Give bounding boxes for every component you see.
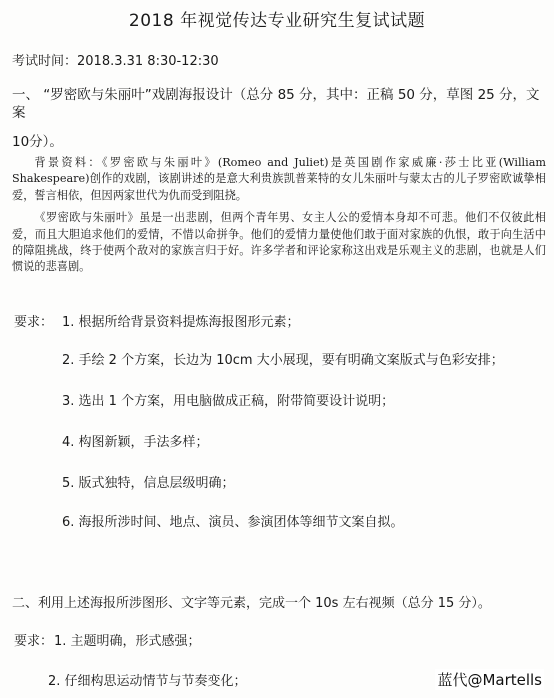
requirement-item: 4. 构图新颖，手法多样； bbox=[62, 435, 209, 450]
question-1-heading: 一、 “罗密欧与朱丽叶”戏剧海报设计（总分 85 分，其中：正稿 50 分，草图 25 分，文案 bbox=[12, 87, 540, 121]
requirement-item: 5. 版式独特，信息层级明确； bbox=[62, 476, 235, 491]
background-paragraph-2: 《罗密欧与朱丽叶》虽是一出悲剧，但两个青年男、女主人公的爱情本身却不可悲。他们不仅彼此相爱，而且大胆追求他们的爱情，不惜以命拼争。他们的爱情力量使他们敢于面对家族的仇恨，敢于向生活中的障阻挑战，终于使两个敌对的家族言归于好。许多学者和评论家称这出戏是乐观主义的悲剧，也就是人们惯说的悲喜剧。 bbox=[12, 211, 546, 274]
background-paragraph-1: 背景资料：《罗密欧与朱丽叶》(Romeo and Juliet)是英国剧作家威廉·莎士比亚(William Shakespeare)创作的戏剧，该剧讲述的是意大利贵族凯普莱特的女儿朱丽叶与蒙太古的儿子罗密欧诚挚相爱，誓言相依，但因两家世代为仇而受到阻挠。 bbox=[12, 156, 546, 202]
page-title: 2018 年视觉传达专业研究生复试试题 bbox=[128, 11, 426, 31]
background-material bbox=[12, 155, 546, 276]
requirements-label-2: 要求： bbox=[14, 634, 54, 649]
question-1-heading-cont: 10分）。 bbox=[12, 134, 63, 150]
requirement-item: 1. 根据所给背景资料提炼海报图形元素； bbox=[62, 315, 300, 330]
watermark-text: 蓝代@Martells bbox=[437, 671, 542, 689]
requirements-label: 要求： bbox=[14, 315, 54, 330]
requirement-item: 2. 手绘 2 个方案，长边为 10cm 大小展现，要有明确文案版式与色彩安排； bbox=[62, 353, 504, 368]
requirement-item: 1. 主题明确，形式感强； bbox=[54, 634, 201, 649]
requirement-item: 3. 选出 1 个方案，用电脑做成正稿，附带简要设计说明； bbox=[62, 394, 395, 409]
requirement-item: 6. 海报所涉时间、地点、演员、参演团体等细节文案自拟。 bbox=[62, 515, 404, 530]
requirement-item: 2. 仔细构思运动情节与节奏变化； bbox=[48, 674, 247, 689]
question-2-heading: 二、利用上述海报所涉图形、文字等元素，完成一个 10s 左右视频（总分 15 分）。 bbox=[12, 596, 491, 611]
exam-time: 考试时间：2018.3.31 8:30-12:30 bbox=[12, 54, 219, 69]
